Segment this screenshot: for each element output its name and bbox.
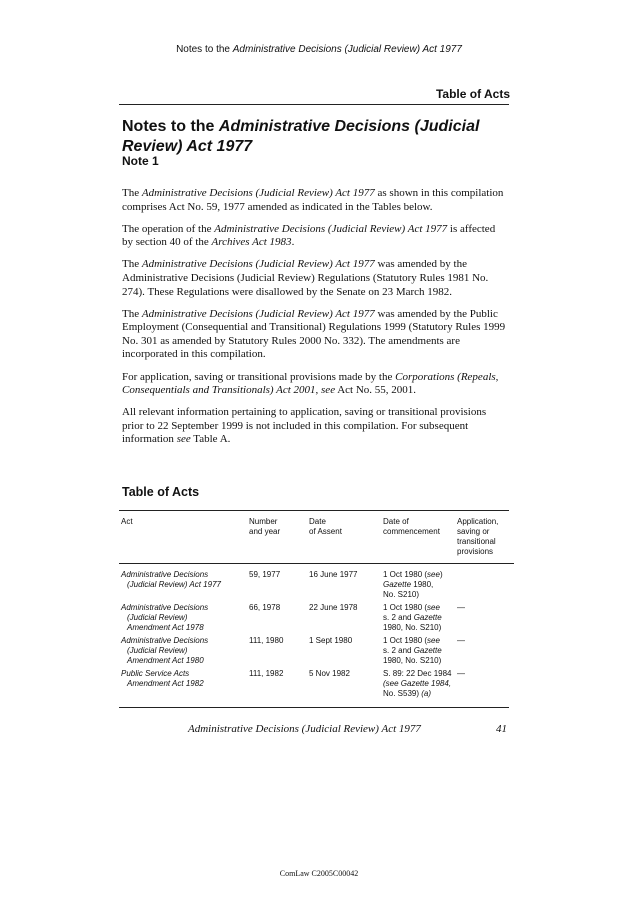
act-name-l1: Administrative Decisions	[121, 603, 209, 612]
act-name-l1: Public Service Acts	[121, 669, 190, 678]
p5-act-ref: Corporations (Repeals, Consequentials and Transitionals) Act 2001	[122, 370, 499, 397]
p4-act-ref: Administrative Decisions (Judicial Review) Act 1977	[141, 307, 375, 320]
p5-text-c: Act No. 55, 2001.	[335, 384, 417, 397]
page-title	[122, 117, 512, 157]
running-head-act: Administrative Decisions (Judicial Review) Act 1977	[232, 44, 462, 55]
table-row	[119, 564, 514, 604]
title-act-line2: Review) Act 1977	[122, 138, 253, 155]
cell-act	[119, 669, 247, 702]
p1-text-a: The	[122, 187, 142, 199]
col-header-application	[455, 517, 514, 564]
header-comm-l1: Date of	[383, 517, 409, 526]
comm-l3a: No. S210)	[383, 590, 420, 599]
comm-l2b: Gazette	[413, 646, 442, 655]
comm-l3a: 1980, No. S210)	[383, 656, 442, 665]
p4-text-b: was amended by the Public Employment (Consequential and Transitional) Regulations 1999 (Statutory Rules 1999 No. 301 as amended by Statutory Rules 2000 No. 332). The amendments are incorporated in this compilation.	[122, 307, 506, 361]
p6-see: see	[176, 433, 191, 446]
comm-l2b: 1980,	[411, 580, 434, 589]
p1-act-ref: Administrative Decisions (Judicial Review) Act 1977	[141, 187, 375, 199]
p3-text-b: was amended by the Administrative Decisions (Judicial Review) Regulations (Statutory Rules 1981 No. 274). These Regulations were disallowed by the Senate on 23 March 1982.	[122, 258, 489, 298]
cell-number: 111, 1980	[249, 636, 284, 645]
cell-act	[119, 564, 247, 604]
cell-assent: 22 June 1978	[309, 603, 358, 612]
title-act-line1: Administrative Decisions (Judicial	[218, 118, 480, 135]
col-header-commencement	[381, 517, 455, 564]
comm-l2a: (see Gazette 1984,	[383, 679, 452, 688]
acts-table	[119, 517, 514, 702]
comm-l2b: Gazette	[413, 613, 442, 622]
running-head	[0, 44, 638, 55]
table-row	[119, 636, 514, 669]
header-date-l2: of Assent	[309, 527, 342, 536]
act-name-l1: Administrative Decisions	[121, 636, 209, 645]
table-row	[119, 603, 514, 636]
act-name-l1: Administrative Decisions	[121, 570, 209, 579]
act-name-l2: (Judicial Review)	[127, 613, 188, 622]
cell-application: —	[457, 669, 465, 678]
p3-act-ref: Administrative Decisions (Judicial Review) Act 1977	[141, 258, 375, 271]
header-number-l2: and year	[249, 527, 281, 536]
cell-number: 111, 1982	[249, 669, 284, 678]
cell-application	[455, 564, 514, 604]
cell-commencement: 1 Oct 1980 (see) Gazette 1980, No. S210)	[383, 570, 443, 599]
comm-l3a: No. S539)	[383, 689, 422, 698]
cell-act	[119, 603, 247, 636]
header-number-l1: Number	[249, 517, 278, 526]
p6-text-a: All relevant information pertaining to application, saving or transitional provisions prior to 22 September 1999 is not included in this compilation. For subsequent information	[122, 406, 487, 446]
p5-see: see	[321, 384, 336, 397]
cell-assent: 1 Sept 1980	[309, 636, 353, 645]
header-act-label: Act	[121, 517, 133, 526]
header-app-l3: transitional	[457, 537, 496, 546]
header-rule	[119, 104, 509, 105]
cell-assent: 5 Nov 1982	[309, 669, 350, 678]
header-app-l4: provisions	[457, 547, 494, 556]
act-name-l2: (Judicial Review) Act 1977	[127, 580, 221, 589]
running-head-prefix: Notes to the	[176, 44, 233, 55]
cell-application: —	[457, 603, 465, 612]
p5-text-a: For application, saving or transitional provisions made by the	[122, 370, 396, 383]
act-name-l2: Amendment Act 1982	[127, 679, 204, 688]
p2-text-b: is affected by section 40 of the	[122, 222, 496, 249]
comm-l1a: S. 89: 22 Dec 1984	[383, 669, 452, 678]
cell-application: —	[457, 636, 465, 645]
table-header-row	[119, 517, 514, 564]
col-header-number	[247, 517, 307, 564]
cell-act	[119, 636, 247, 669]
comm-l3b: (a)	[421, 689, 432, 698]
p4-text-a: The	[122, 307, 142, 320]
comm-l1b: see	[427, 603, 440, 612]
comm-l1a: 1 Oct 1980 (	[383, 636, 428, 645]
p2-text-a: The operation of the	[122, 222, 215, 235]
comm-l1a: 1 Oct 1980 (	[383, 603, 428, 612]
header-app-l1: Application,	[457, 517, 499, 526]
cell-number: 66, 1978	[249, 603, 281, 612]
table-top-rule	[119, 510, 509, 511]
p2-text-c: .	[291, 236, 295, 249]
comm-l3a: 1980, No. S210)	[383, 623, 442, 632]
title-prefix: Notes to the	[122, 118, 219, 135]
p2-act-ref: Administrative Decisions (Judicial Review) Act 1977	[214, 222, 448, 235]
col-header-act	[119, 517, 247, 564]
cell-assent: 16 June 1977	[309, 570, 358, 579]
comm-l2a: Gazette	[383, 580, 412, 589]
footer-title: Administrative Decisions (Judicial Review) Act 1977	[188, 723, 421, 735]
cell-commencement	[381, 669, 455, 702]
paragraph-6	[122, 406, 508, 447]
header-app-l2: saving or	[457, 527, 490, 536]
comm-l2a: s. 2 and	[383, 613, 414, 622]
note-heading: Note 1	[122, 154, 159, 168]
page-number: 41	[496, 723, 507, 735]
comm-l1a: 1 Oct 1980 (	[383, 570, 428, 579]
act-name-l2: (Judicial Review)	[127, 646, 188, 655]
header-date-l1: Date	[309, 517, 326, 526]
p2-archives-act-ref: Archives Act 1983	[211, 236, 292, 249]
cell-number: 59, 1977	[249, 570, 281, 579]
comm-l2a: s. 2 and	[383, 646, 414, 655]
table-row	[119, 669, 514, 702]
act-name-l3: Amendment Act 1980	[127, 656, 204, 665]
comm-l1b: see	[427, 636, 440, 645]
comm-l1b: see	[427, 570, 440, 579]
table-bottom-rule	[119, 707, 509, 708]
note-body	[122, 187, 508, 456]
section-heading: Table of Acts	[435, 87, 510, 101]
col-header-assent	[307, 517, 381, 564]
cell-commencement	[381, 636, 455, 669]
comlaw-identifier: ComLaw C2005C00042	[279, 869, 359, 878]
p1-text-b: as shown in this compilation comprises Act No. 59, 1977 amended as indicated in the Tables below.	[122, 187, 504, 213]
paragraph-5	[122, 371, 508, 398]
cell-commencement	[381, 603, 455, 636]
paragraph-3	[122, 258, 508, 299]
paragraph-4	[122, 308, 508, 362]
act-name-l3: Amendment Act 1978	[127, 623, 204, 632]
table-title: Table of Acts	[122, 485, 200, 499]
header-comm-l2: commencement	[383, 527, 440, 536]
paragraph-2	[122, 223, 508, 250]
p6-text-b: Table A.	[190, 433, 231, 446]
p3-text-a: The	[122, 258, 142, 271]
paragraph-1	[122, 187, 508, 214]
p5-text-b: ,	[315, 384, 322, 397]
